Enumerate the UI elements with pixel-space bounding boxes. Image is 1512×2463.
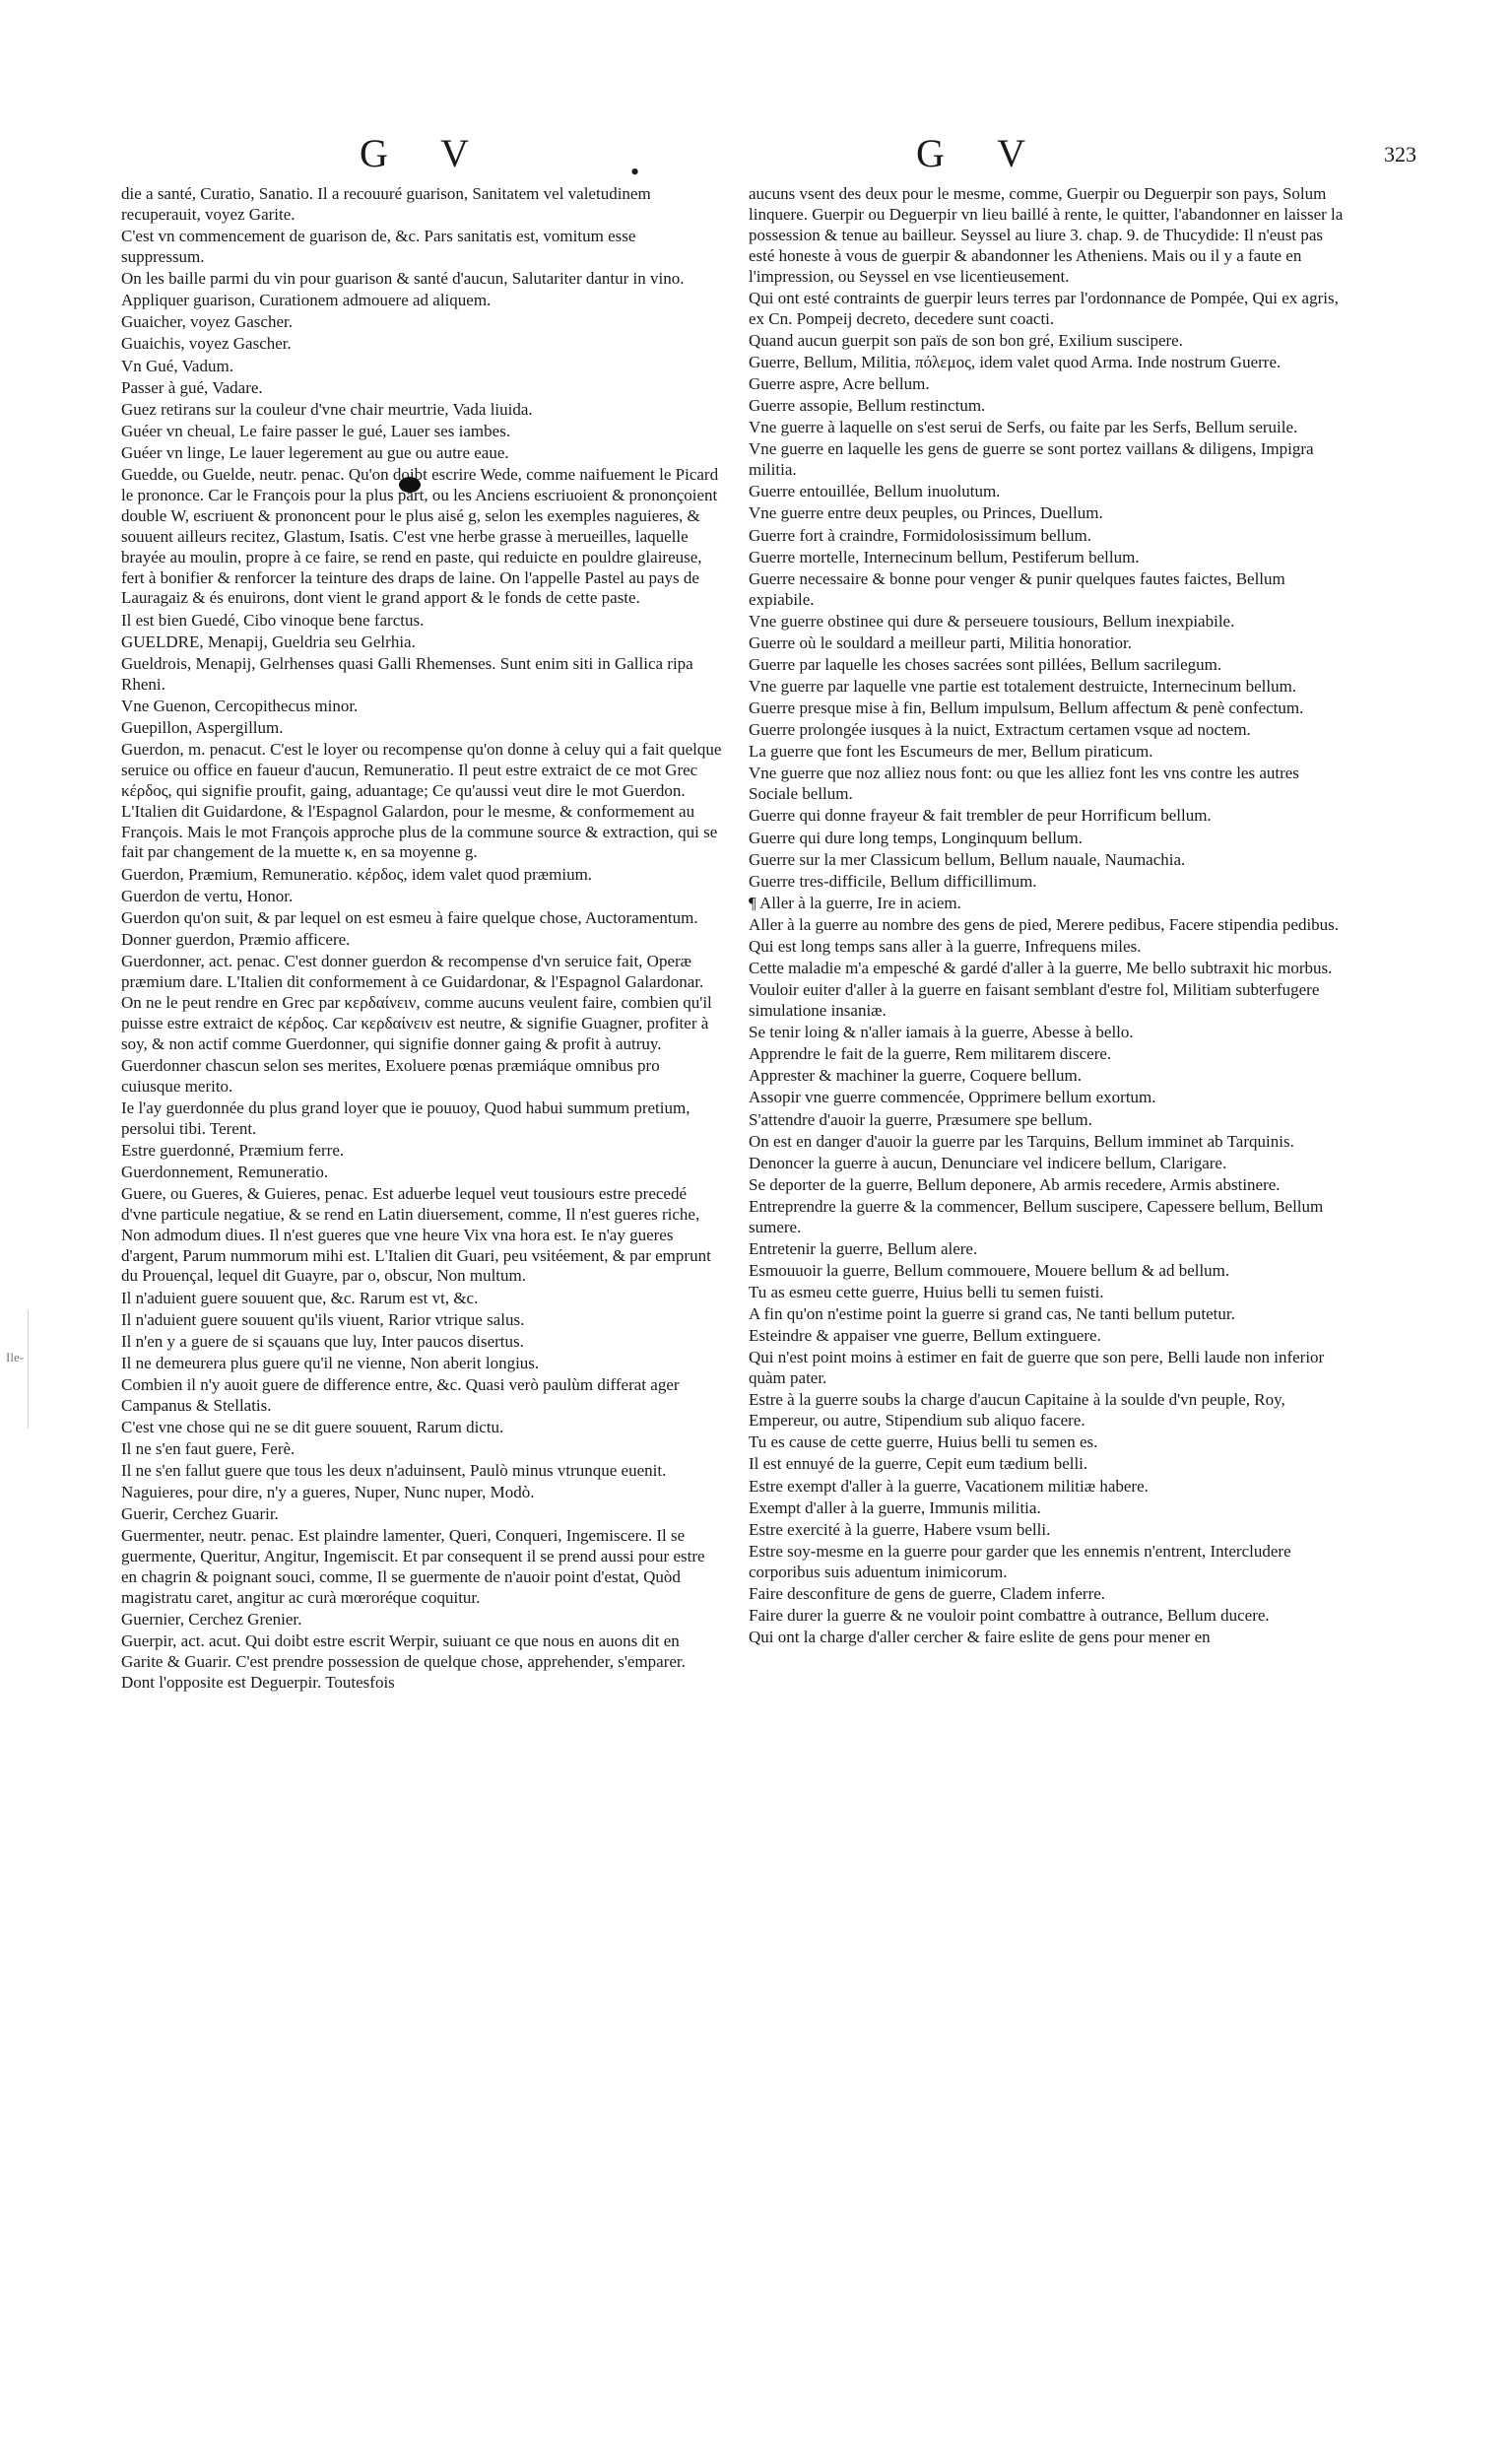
dictionary-entry: Esmouuoir la guerre, Bellum commouere, Mouere bellum & ad bellum. [749, 1261, 1230, 1280]
dictionary-entry: Qui est long temps sans aller à la guerre, Infrequens miles. [749, 936, 1142, 956]
header-dot: • [630, 158, 640, 186]
dictionary-entry: Exempt d'aller à la guerre, Immunis militia. [749, 1498, 1041, 1517]
dictionary-entry: Estre exercité à la guerre, Habere vsum belli. [749, 1519, 1051, 1539]
page-number: 323 [1384, 142, 1416, 166]
dictionary-entry: Guéer vn linge, Le lauer legerement au gue ou autre eaue. [121, 442, 509, 462]
dictionary-entry: Vne guerre obstinee qui dure & perseuere tousiours, Bellum inexpiabile. [749, 611, 1235, 631]
dictionary-entry: Guerre necessaire & bonne pour venger & punir quelques fautes faictes, Bellum expiabile. [749, 568, 1285, 609]
dictionary-entry: Aller à la guerre au nombre des gens de pied, Merere pedibus, Facere stipendia pedibus. [749, 914, 1340, 934]
dictionary-entry: GUELDRE, Menapij, Gueldria seu Gelrhia. [121, 632, 416, 651]
dictionary-entry: Guedde, ou Guelde, neutr. penac. Qu'on doibt escrire Wede, comme naifuement le Picard le prononce. Car le François pour la plus part, ou les Anciens escriuoient & prononçoient double W, escriuent & prononcent pour le plus aisé g, selon les exemples naguieres, & souuent ailleurs recitez, Glastum, Isatis. C'est vne herbe grasse à merueilles, laquelle brayée au moulin, propre à ce faire, se rend en paste, qui reduicte en pouldre glaireuse, fert à bonifier & renforcer la teinture des draps de laine. On l'appelle Pastel au pays de Lauragaiz & és enuirons, dont vient le grand apport & le fonds de cette paste. [121, 465, 719, 608]
dictionary-entry: Naguieres, pour dire, n'y a gueres, Nuper, Nunc nuper, Modò. [121, 1483, 535, 1502]
dictionary-entry: Cette maladie m'a empesché & gardé d'aller à la guerre, Me bello subtraxit hic morbus. [749, 959, 1333, 978]
dictionary-entry: Guerdon, Præmium, Remuneratio. κέρδος, idem valet quod præmium. [121, 864, 593, 884]
dictionary-entry: Il ne s'en faut guere, Ferè. [121, 1439, 296, 1459]
dictionary-entry: Il n'en y a guere de si sçauans que luy, Inter paucos disertus. [121, 1331, 524, 1351]
dictionary-entry: die a santé, Curatio, Sanatio. Il a recouuré guarison, Sanitatem vel valetudinem recuperauit, voyez Garite. [121, 184, 651, 225]
dictionary-entry: Tu es cause de cette guerre, Huius belli tu semen es. [749, 1432, 1098, 1452]
dictionary-entry: Guez retirans sur la couleur d'vne chair meurtrie, Vada liuida. [121, 399, 533, 419]
dictionary-entry: Guéer vn cheual, Le faire passer le gué, Lauer ses iambes. [121, 421, 511, 440]
dictionary-entry: Guaichis, voyez Gascher. [121, 334, 292, 354]
dictionary-entry: Vne Guenon, Cercopithecus minor. [121, 696, 359, 715]
dictionary-entry: Estre exempt d'aller à la guerre, Vacationem militiæ habere. [749, 1476, 1149, 1496]
dictionary-entry: Apprendre le fait de la guerre, Rem militarem discere. [749, 1044, 1112, 1064]
dictionary-entry: Guerdon de vertu, Honor. [121, 886, 294, 905]
dictionary-entry: ¶ Aller à la guerre, Ire in aciem. [749, 893, 961, 912]
dictionary-entry: Gueldrois, Menapij, Gelrhenses quasi Galli Rhemenses. Sunt enim siti in Gallica ripa Rheni. [121, 653, 693, 694]
dictionary-entry: S'attendre d'auoir la guerre, Præsumere spe bellum. [749, 1109, 1092, 1129]
dictionary-entry: Il ne s'en fallut guere que tous les deux n'aduinsent, Paulò minus vtrunque euenit. [121, 1461, 667, 1481]
dictionary-entry: Vouloir euiter d'aller à la guerre en faisant semblant d'estre fol, Militiam subterfugere simulatione insaniæ. [749, 980, 1320, 1021]
dictionary-entry: Guerre par laquelle les choses sacrées sont pillées, Bellum sacrilegum. [749, 654, 1222, 674]
dictionary-entry: Il est ennuyé de la guerre, Cepit eum tædium belli. [749, 1454, 1088, 1474]
dictionary-entry: Il ne demeurera plus guere qu'il ne vienne, Non aberit longius. [121, 1353, 540, 1372]
dictionary-entry: Vne guerre que noz alliez nous font: ou que les alliez font les vns contre les autres Sociale bellum. [749, 764, 1299, 804]
dictionary-entry: Vne guerre par laquelle vne partie est totalement destruicte, Internecinum bellum. [749, 677, 1297, 697]
dictionary-entry: Vn Gué, Vadum. [121, 356, 233, 375]
dictionary-entry: C'est vne chose qui ne se dit guere souuent, Rarum dictu. [121, 1417, 504, 1436]
dictionary-entry: Quand aucun guerpit son païs de son bon gré, Exilium suscipere. [749, 330, 1183, 350]
dictionary-entry: Guerdonner, act. penac. C'est donner guerdon & recompense d'vn seruice fait, Operæ præmium dare. L'Italien dit conformement à ce Guidardonar, & l'Espagnol Galardonar. On ne le peut rendre en Grec par κερδαίνειν, comme aucuns veulent faire, combien qu'il puisse estre extraict de κέρδος. Car κερδαίνειν est neutre, & signifie Guagner, profiter à soy, & non actif comme Guerdonner, qui signifie donner gaing & profit à autruy. [121, 951, 712, 1053]
gutter-rule [28, 1310, 29, 1429]
dictionary-entry: Vne guerre entre deux peuples, ou Princes, Duellum. [749, 503, 1103, 523]
dictionary-entry: La guerre que font les Escumeurs de mer, Bellum piraticum. [749, 742, 1153, 762]
dictionary-entry: aucuns vsent des deux pour le mesme, comme, Guerpir ou Deguerpir son pays, Solum linquere. Guerpir ou Deguerpir vn lieu baillé à rente, le quitter, l'abandonner en laisser la possession & tenue au bailleur. Seyssel au liure 3. chap. 9. de Thucydide: Il n'eust pas esté honeste à vous de guerpir & abandonner les Atheniens. Mais ou il y a faute en l'impression, ou Seyssel en vse licentieusement. [749, 184, 1344, 286]
dictionary-entry: Guaicher, voyez Gascher. [121, 312, 293, 332]
left-running-head: G V [360, 131, 492, 175]
dictionary-entry: Guerre qui donne frayeur & fait trembler de peur Horrificum bellum. [749, 806, 1212, 826]
dictionary-entry: Guerre aspre, Acre bellum. [749, 374, 930, 394]
dictionary-entry: Guerpir, act. acut. Qui doibt estre escrit Werpir, suiuant ce que nous en auons dit en Garite & Guarir. C'est prendre possession de quelque chose, apprehender, s'emparer. Dont l'opposite est Deguerpir. Toutesfois [121, 1631, 686, 1693]
dictionary-entry: Se tenir loing & n'aller iamais à la guerre, Abesse à bello. [749, 1023, 1134, 1042]
dictionary-entry: Estre à la guerre soubs la charge d'aucun Capitaine à la soulde d'vn peuple, Roy, Empereur, ou autre, Stipendium sub aliquo facere. [749, 1390, 1285, 1431]
margin-note: Ile- [6, 1350, 25, 1365]
dictionary-entry: Faire desconfiture de gens de guerre, Cladem inferre. [749, 1583, 1106, 1603]
dictionary-entry: Guerre assopie, Bellum restinctum. [749, 396, 986, 416]
dictionary-entry: Guerre sur la mer Classicum bellum, Bellum nauale, Naumachia. [749, 849, 1186, 869]
dictionary-entry: Guerre entouillée, Bellum inuolutum. [749, 482, 1001, 501]
dictionary-entry: Guere, ou Gueres, & Guieres, penac. Est aduerbe lequel veut tousiours estre precedé d'vne particule negatiue, & se rend en Latin diuersement, comme, Il n'est gueres riche, Non admodum diues. Il n'est gueres que vne heure Vix vna hora est. Ie n'ay gueres d'argent, Parum nummorum mihi est. L'Italien dit Guari, peu vsitéement, & par emprunt du Prouençal, lequel dit Guayre, par o, obscur, Non multum. [121, 1183, 711, 1286]
dictionary-entry: Qui ont esté contraints de guerpir leurs terres par l'ordonnance de Pompée, Qui ex agris, ex Cn. Pompeij decreto, decedere sunt coacti. [749, 288, 1339, 328]
dictionary-entry: Qui ont la charge d'aller cercher & faire eslite de gens pour mener en [749, 1628, 1211, 1647]
dictionary-entry: Passer à gué, Vadare. [121, 377, 263, 397]
right-column [749, 183, 1349, 2415]
dictionary-entry: A fin qu'on n'estime point la guerre si grand cas, Ne tanti bellum putetur. [749, 1304, 1235, 1324]
dictionary-entry: Guerre mortelle, Internecinum bellum, Pestiferum bellum. [749, 547, 1140, 566]
dictionary-entry: Guerre prolongée iusques à la nuict, Extractum certamen vsque ad noctem. [749, 720, 1251, 740]
dictionary-entry: Guerir, Cerchez Guarir. [121, 1504, 279, 1524]
dictionary-entry: Vne guerre à laquelle on s'est serui de Serfs, ou faite par les Serfs, Bellum seruile. [749, 418, 1298, 437]
dictionary-entry: Appliquer guarison, Curationem admouere ad aliquem. [121, 291, 492, 310]
dictionary-entry: Guerre fort à craindre, Formidolosissimum bellum. [749, 525, 1091, 545]
dictionary-entry: Esteindre & appaiser vne guerre, Bellum extinguere. [749, 1326, 1101, 1346]
left-column [121, 183, 722, 2415]
dictionary-entry: On est en danger d'auoir la guerre par les Tarquins, Bellum imminet ab Tarquinis. [749, 1131, 1294, 1151]
dictionary-entry: Guerre presque mise à fin, Bellum impulsum, Bellum affectum & penè confectum. [749, 699, 1304, 718]
dictionary-entry: Guerdon qu'on suit, & par lequel on est esmeu à faire quelque chose, Auctoramentum. [121, 907, 698, 927]
dictionary-entry: Vne guerre en laquelle les gens de guerre se sont portez vaillans & diligens, Impigra militia. [749, 439, 1314, 480]
dictionary-entry: Qui n'est point moins à estimer en fait de guerre que son pere, Belli laude non inferior quàm pater. [749, 1348, 1325, 1388]
dictionary-entry: Guerdonner chascun selon ses merites, Exoluere pœnas præmiáque omnibus pro cuiusque merito. [121, 1055, 660, 1096]
right-running-head: G V [916, 131, 1048, 175]
dictionary-entry: Guernier, Cerchez Grenier. [121, 1610, 302, 1630]
dictionary-entry: Faire durer la guerre & ne vouloir point combattre à outrance, Bellum ducere. [749, 1605, 1270, 1625]
dictionary-entry: Guepillon, Aspergillum. [121, 717, 284, 737]
dictionary-entry: Donner guerdon, Præmio afficere. [121, 929, 351, 949]
dictionary-entry: Guerre où le souldard a meilleur parti, Militia honoratior. [749, 632, 1132, 652]
dictionary-entry: Assopir vne guerre commencée, Opprimere bellum exortum. [749, 1088, 1156, 1107]
dictionary-entry: Apprester & machiner la guerre, Coquere bellum. [749, 1066, 1082, 1086]
dictionary-entry: Se deporter de la guerre, Bellum deponere, Ab armis recedere, Armis abstinere. [749, 1174, 1281, 1194]
dictionary-entry: Il est bien Guedé, Cibo vinoque bene farctus. [121, 610, 425, 630]
dictionary-entry: Estre guerdonné, Præmium ferre. [121, 1140, 345, 1160]
dictionary-entry: C'est vn commencement de guarison de, &c. Pars sanitatis est, vomitum esse suppressum. [121, 227, 636, 267]
dictionary-entry: Entreprendre la guerre & la commencer, Bellum suscipere, Capessere bellum, Bellum sumere. [749, 1196, 1324, 1236]
dictionary-entry: Ie l'ay guerdonnée du plus grand loyer que ie pouuoy, Quod habui summum pretium, persolui tibi. Terent. [121, 1098, 690, 1138]
dictionary-entry: Guerre qui dure long temps, Longinquum bellum. [749, 828, 1083, 847]
dictionary-entry: Estre soy-mesme en la guerre pour garder que les ennemis n'entrent, Intercludere corporibus suis aduentum inimicorum. [749, 1541, 1291, 1581]
dictionary-entry: Entretenir la guerre, Bellum alere. [749, 1238, 978, 1258]
dictionary-entry: Guerdonnement, Remuneratio. [121, 1162, 329, 1181]
dictionary-entry: Denoncer la guerre à aucun, Denunciare vel indicere bellum, Clarigare. [749, 1153, 1227, 1172]
dictionary-entry: Tu as esmeu cette guerre, Huius belli tu semen fuisti. [749, 1283, 1104, 1302]
dictionary-entry: Guermenter, neutr. penac. Est plaindre lamenter, Queri, Conqueri, Ingemiscere. Il se guermente, Queritur, Angitur, Ingemiscit. Et par consequent il se prend aussi pour estre en chagrin & poignant souci, comme, Il se guermente de n'auoir point d'estat, Quòd magistratu caret, angitur ac curà mœroréque coquitur. [121, 1526, 705, 1608]
dictionary-entry: Il n'aduient guere souuent qu'ils viuent, Rarior vtrique salus. [121, 1309, 525, 1329]
dictionary-entry: Guerdon, m. penacut. C'est le loyer ou recompense qu'on donne à celuy qui a fait quelque seruice ou office en faueur d'aucun, Remuneratio. Il peut estre extraict de ce mot Grec κέρδος, qui signifie proufit, gaing, aduantage; Ce qu'aussi veut dire le mot Guerdon. L'Italien dit Guidardone, & l'Espagnol Galardon, pour le mesme, & conformement au François. Mais le mot François approche plus de la commune source & extraction, qui se fait par changement de la muette κ, en sa moyenne g. [121, 739, 722, 862]
dictionary-entry: Il n'aduient guere souuent que, &c. Rarum est vt, &c. [121, 1288, 479, 1307]
dictionary-entry: Combien il n'y auoit guere de difference entre, &c. Quasi verò paulùm differat ager Campanus & Stellatis. [121, 1374, 680, 1415]
dictionary-entry: On les baille parmi du vin pour guarison & santé d'aucun, Salutariter dantur in vino. [121, 269, 685, 289]
dictionary-entry: Guerre tres-difficile, Bellum difficillimum. [749, 871, 1037, 891]
dictionary-entry: Guerre, Bellum, Militia, πόλεμος, idem valet quod Arma. Inde nostrum Guerre. [749, 353, 1282, 371]
